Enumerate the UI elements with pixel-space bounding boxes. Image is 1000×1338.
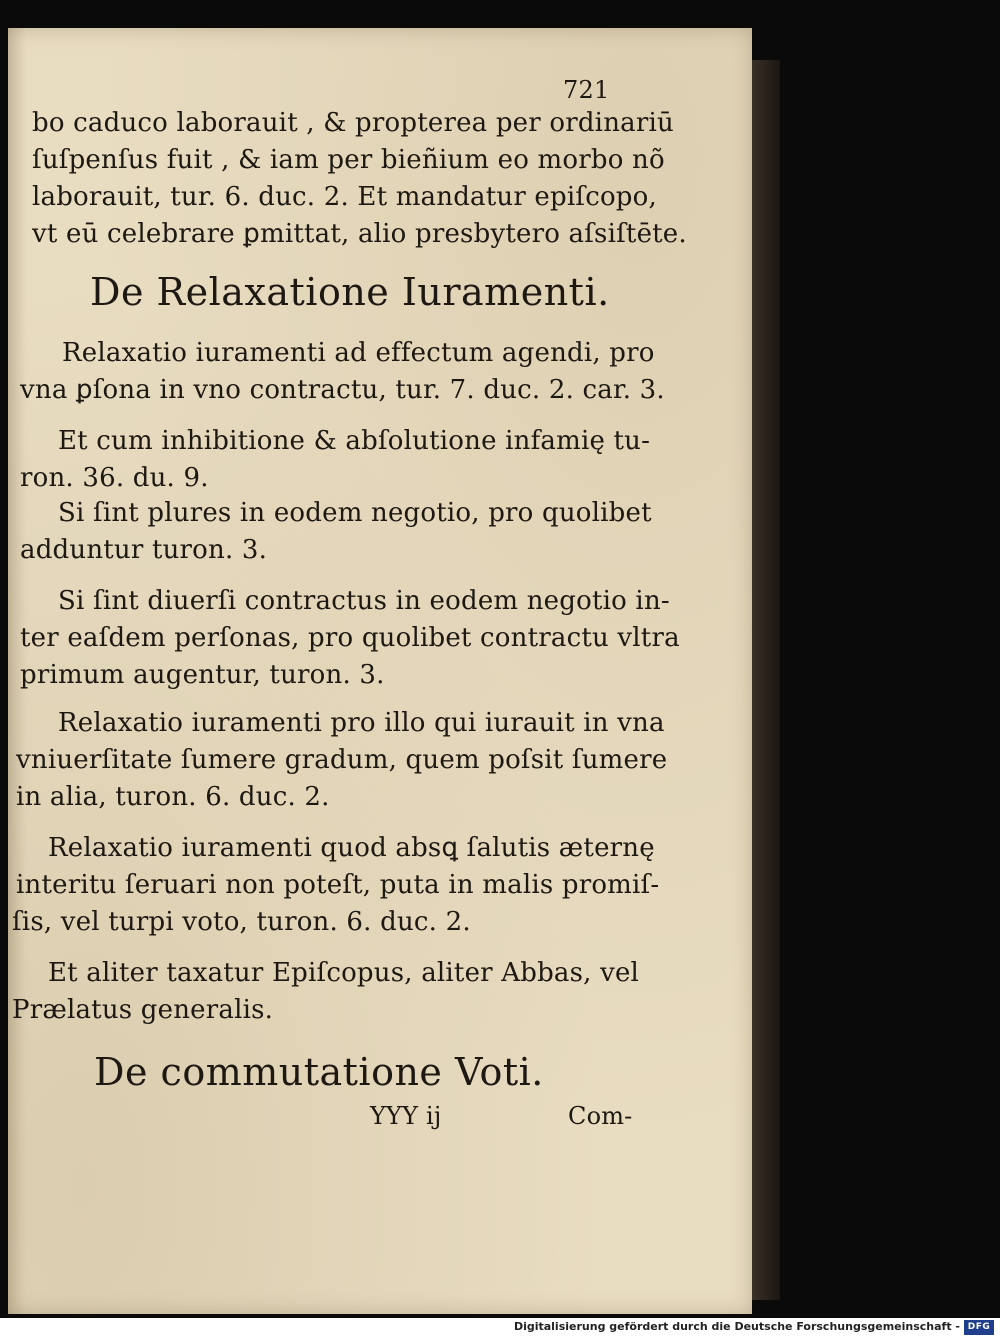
dfg-logo: DFG [964,1320,994,1335]
section-heading: De commutatione Voti. [94,1050,544,1094]
signature-letters: YYY [370,1102,419,1130]
text-line: adduntur turon. 3. [20,535,268,565]
text-line: Prælatus generalis. [12,995,274,1025]
text-line: ſuſpenſus fuit , & iam per bieñium eo morbo nõ [32,145,665,175]
text-line: Relaxatio iuramenti ad effectum agendi, pro [62,338,655,368]
catchword: Com- [568,1102,633,1130]
text-line: primum augentur, turon. 3. [20,660,385,690]
text-line: laborauit, tur. 6. duc. 2. Et mandatur epiſcopo, [32,182,657,212]
text-line: Et cum inhibitione & abſolutione infamię tu- [58,426,651,456]
text-line: vniuerſitate ſumere gradum, quem poſsit ſumere [16,745,668,775]
text-line: in alia, turon. 6. duc. 2. [16,782,330,812]
text-line: Relaxatio iuramenti pro illo qui iurauit in vna [58,708,665,738]
funding-credit: Digitalisierung gefördert durch die Deutsche Forschungsgemeinschaft - [513,1320,960,1333]
text-line: interitu ſeruari non poteſt, puta in malis promiſ- [16,870,660,900]
page-number: 721 [563,76,610,104]
text-line: vna ꝑſona in vno contractu, tur. 7. duc. 2. car. 3. [20,375,665,405]
book-edge [752,60,780,1300]
footer-bar [0,1318,1000,1338]
text-line: ron. 36. du. 9. [20,463,209,493]
text-line: vt eū celebrare ꝑmittat, alio presbytero aſsiſtēte. [32,219,687,249]
text-line: ſis, vel turpi voto, turon. 6. duc. 2. [12,907,471,937]
signature-mark [370,1102,442,1130]
text-line: ter eaſdem perſonas, pro quolibet contractu vltra [20,623,680,653]
text-line: Et aliter taxatur Epiſcopus, aliter Abbas, vel [48,958,640,988]
signature-number: ij [425,1102,442,1130]
text-line: Si ſint plures in eodem negotio, pro quolibet [58,498,652,528]
text-line: Si ſint diuerſi contractus in eodem negotio in- [58,586,670,616]
section-heading: De Relaxatione Iuramenti. [90,270,610,314]
text-line: bo caduco laborauit , & propterea per ordinariū [32,108,674,138]
text-line: Relaxatio iuramenti quod absꝗ ſalutis æternę [48,833,655,863]
book-page [8,28,752,1314]
